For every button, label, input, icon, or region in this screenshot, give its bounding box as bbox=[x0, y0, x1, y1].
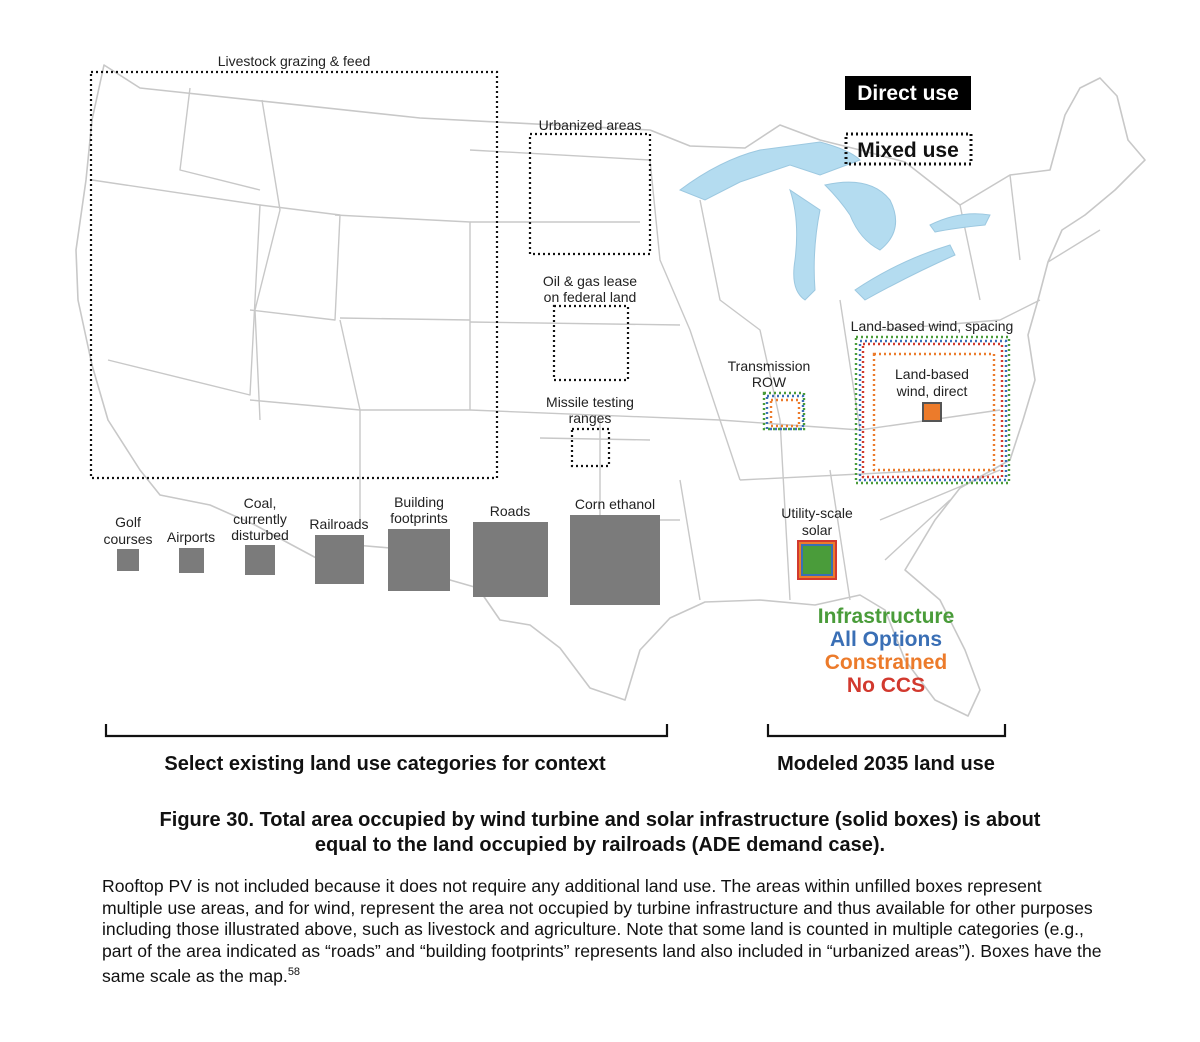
us-map bbox=[76, 65, 1145, 716]
missile-label-2: ranges bbox=[568, 410, 612, 426]
airports-box bbox=[179, 548, 204, 573]
note-text: Rooftop PV is not included because it does not require any additional land use. The areas within unfilled boxes represent multiple use areas, and for wind, represent the area not occupied by turbine infrastructure and thus available for other purposes including those illustrated above, such as livestock and agriculture. Note that some land is counted in multiple categories (e.g., part of the area indicated as “roads” and “building footprints” represents land also included in “urbanized areas”). Boxes have the same scale as the map. bbox=[102, 876, 1102, 986]
livestock-label: Livestock grazing & feed bbox=[217, 53, 371, 69]
corn-ethanol-box bbox=[570, 515, 660, 605]
caption-line-1: Figure 30. Total area occupied by wind turbine and solar infrastructure (solid boxes) is about bbox=[159, 809, 1041, 831]
railroads-label: Railroads bbox=[309, 516, 369, 532]
scenario-constrained: Constrained bbox=[824, 651, 948, 674]
coal-box bbox=[245, 545, 275, 575]
caption-line-2: equal to the land occupied by railroads (ADE demand case). bbox=[314, 834, 886, 856]
building-footprints-box bbox=[388, 529, 450, 591]
urbanized-label: Urbanized areas bbox=[538, 117, 642, 133]
scenario-infrastructure: Infrastructure bbox=[817, 605, 955, 628]
footnote-marker: 58 bbox=[287, 966, 301, 978]
building-label-1: Building bbox=[394, 494, 444, 510]
scenario-all-options: All Options bbox=[830, 628, 942, 651]
figure-note bbox=[102, 876, 1102, 987]
coal-label-2: currently bbox=[233, 511, 287, 527]
legend bbox=[845, 76, 971, 164]
coal-label-3: disturbed bbox=[231, 527, 289, 543]
figure-caption bbox=[80, 808, 1120, 858]
oil-gas-label-2: on federal land bbox=[543, 289, 637, 305]
coal-label-1: Coal, bbox=[243, 495, 277, 511]
group-brackets bbox=[106, 724, 1005, 736]
building-label-2: footprints bbox=[390, 510, 448, 526]
legend-mixed-use-label: Mixed use bbox=[857, 139, 959, 162]
roads-label: Roads bbox=[489, 503, 531, 519]
golf-label-1: Golf bbox=[115, 514, 141, 530]
scenario-no-ccs: No CCS bbox=[846, 674, 926, 697]
airports-label: Airports bbox=[166, 529, 216, 545]
golf-courses-box bbox=[117, 549, 139, 571]
roads-box bbox=[473, 522, 548, 597]
wind-direct-label-2: wind, direct bbox=[896, 383, 968, 399]
transmission-label-1: Transmission bbox=[727, 358, 811, 374]
modeled-group-label: Modeled 2035 land use bbox=[777, 753, 995, 775]
missile-label-1: Missile testing bbox=[546, 394, 634, 410]
solar-box-infrastructure bbox=[803, 546, 831, 574]
solar-label-1: Utility-scale bbox=[781, 505, 853, 521]
wind-spacing-label: Land-based wind, spacing bbox=[850, 318, 1014, 334]
railroads-box bbox=[315, 535, 364, 584]
solar-label-2: solar bbox=[801, 522, 833, 538]
modeled-bracket bbox=[768, 724, 1005, 736]
transmission-label-2: ROW bbox=[751, 374, 787, 390]
wind-direct-box bbox=[923, 403, 941, 421]
wind-direct-label-1: Land-based bbox=[895, 366, 969, 382]
existing-bracket bbox=[106, 724, 667, 736]
us-outline bbox=[76, 65, 1145, 716]
corn-label: Corn ethanol bbox=[574, 496, 656, 512]
golf-label-2: courses bbox=[103, 531, 153, 547]
existing-group-label: Select existing land use categories for context bbox=[164, 753, 606, 775]
oil-gas-label-1: Oil & gas lease bbox=[542, 273, 638, 289]
legend-direct-use-label: Direct use bbox=[857, 82, 959, 105]
